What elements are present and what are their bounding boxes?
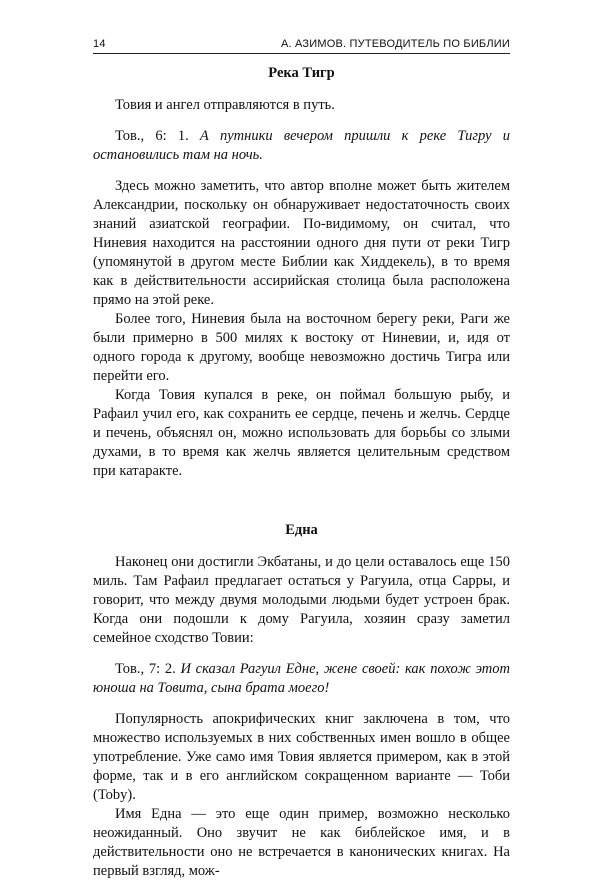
running-header (93, 37, 510, 54)
paragraph: Имя Една — это еще один пример, возможно несколько неожиданный. Оно звучит не как библейское имя, и в действительности оно не встречается в канонических книгах. На первый взгляд, мож- (93, 806, 510, 879)
citation-ref: Тов., 7: 2. (115, 661, 176, 677)
running-title: А. АЗИМОВ. ПУТЕВОДИТЕЛЬ ПО БИБЛИИ (280, 38, 510, 50)
section-intro: Товия и ангел отправляются в путь. (115, 97, 335, 113)
page-body (93, 64, 510, 881)
paragraph: Наконец они достигли Экбатаны, и до цели оставалось еще 150 миль. Там Рафаил предлагает остаться у Рагуила, отца Сарры, и говорит, что между двумя молодыми людьми будет устроен брак. Когда они подошли к дому Рагуила, хозяин сразу заметил семейное сходство Товии: (93, 554, 510, 646)
scripture-citation (93, 660, 510, 698)
citation-text: А путники вечером пришли к реке Тигру и остановились там на ночь. (93, 128, 510, 163)
paragraph: Здесь можно заметить, что автор вполне может быть жителем Александрии, поскольку он обнаруживает недостаточность своих знаний азиатской географии. По-видимому, он считал, что Ниневия находится на расстоянии одного дня пути от реки Тигр (упомянутой в другом месте Библии как Хиддекель), в то время как в действительности ассирийская столица была расположена прямо на этой реке. (93, 178, 510, 308)
paragraph: Когда Товия купался в реке, он поймал большую рыбу, и Рафаил учил его, как сохранить ее сердце, печень и желчь. Сердце и печень, объяснял он, можно использовать для борьбы со злыми духами, в то время как желчь является целительным средством при катаракте. (93, 387, 510, 479)
section-title-tigris: Река Тигр (268, 65, 335, 81)
section-title-edna: Една (285, 522, 318, 538)
citation-ref: Тов., 6: 1. (115, 128, 189, 144)
scripture-citation (93, 127, 510, 165)
page-number: 14 (93, 38, 106, 50)
paragraph: Более того, Ниневия была на восточном берегу реки, Раги же были примерно в 500 милях к востоку от Ниневии, и, идя от одного города к другому, вообще невозможно достичь Тигра или перейти его. (93, 311, 510, 384)
citation-text: И сказал Рагуил Едне, жене своей: как похож этот юноша на Товита, сына брата моего! (93, 661, 510, 696)
paragraph: Популярность апокрифических книг заключена в том, что множество используемых в них собственных имен вошло в общее употребление. Уже само имя Товия является примером, как в этой форме, так и в его английском сокращенном варианте — Тоби (Toby). (93, 711, 510, 803)
